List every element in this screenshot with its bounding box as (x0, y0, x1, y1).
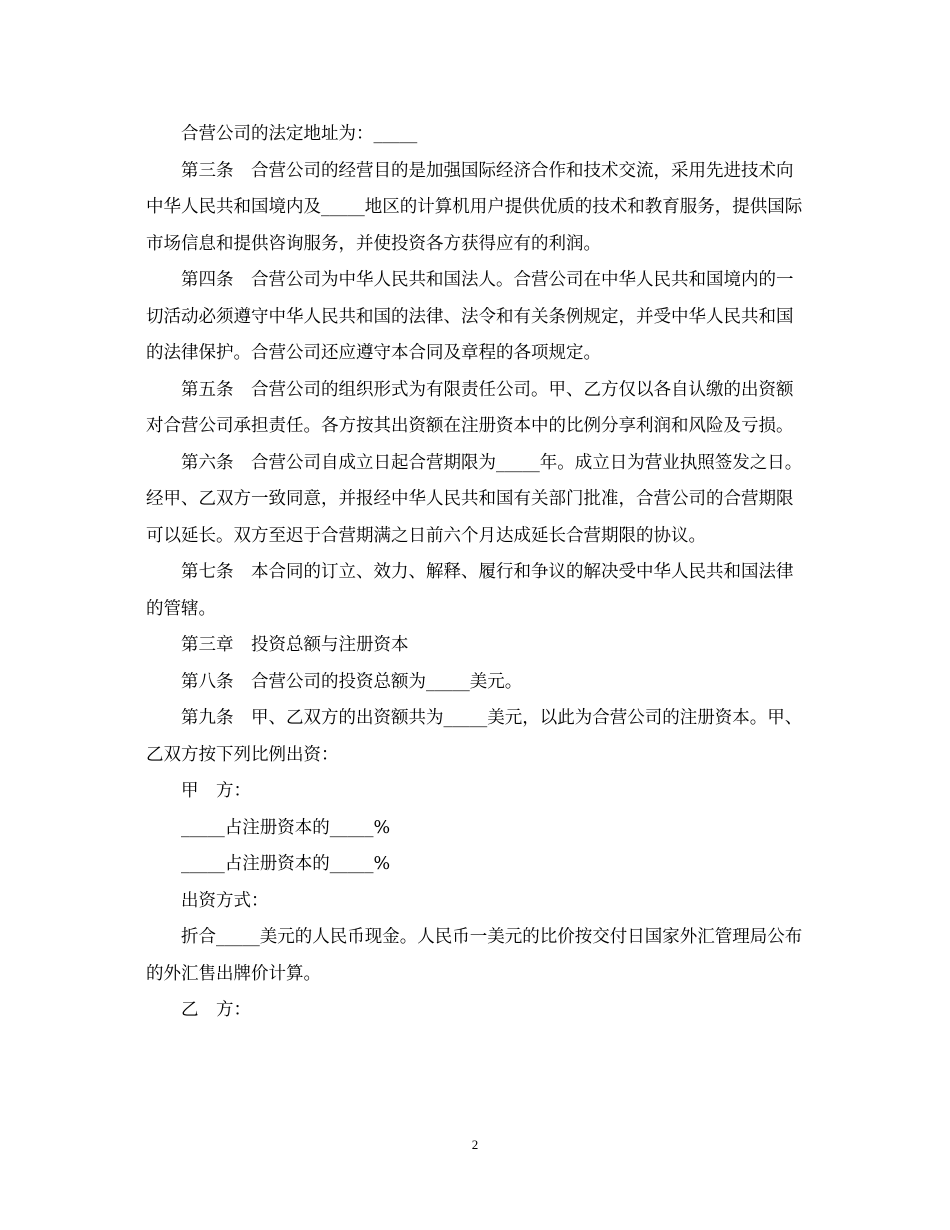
paragraph-cash-conversion: 折合_____美元的人民币现金。人民币一美元的比价按交付日国家外汇管理局公布的外汇售出牌价计算。 (146, 927, 803, 984)
document-body (146, 116, 810, 1029)
party-a-share-line-1: _____占注册资本的_____% (181, 817, 391, 838)
chapter-3-heading: 第三章 投资总额与注册资本 (181, 635, 409, 655)
page-number: 2 (471, 1137, 479, 1152)
paragraph-article-7: 第七条 本合同的订立、效力、解释、履行和争议的解决受中华人民共和国法律的管辖。 (146, 562, 794, 619)
paragraph-legal-address: 合营公司的法定地址为：_____ (181, 124, 418, 144)
paragraph-article-6: 第六条 合营公司自成立日起合营期限为_____年。成立日为营业执照签发之日。经甲、乙双方一致同意，并报经中华人民共和国有关部门批准，合营公司的合营期限可以延长。双方至迟于合营期满之日前六个月达成延长合营期限的协议。 (146, 452, 803, 546)
party-a-share-line-2: _____占注册资本的_____% (181, 854, 391, 874)
paragraph-article-3: 第三条 合营公司的经营目的是加强国际经济合作和技术交流，采用先进技术向中华人民共和国境内及_____地区的计算机用户提供优质的技术和教育服务，提供国际市场信息和提供咨询服务，并使投资各方获得应有的利润。 (146, 160, 803, 254)
paragraph-article-4: 第四条 合营公司为中华人民共和国法人。合营公司在中华人民共和国境内的一切活动必须遵守中华人民共和国的法律、法令和有关条例规定，并受中华人民共和国的法律保护。合营公司还应遵守本合同及章程的各项规定。 (146, 270, 794, 363)
paragraph-article-9: 第九条 甲、乙双方的出资额共为_____美元，以此为合营公司的注册资本。甲、乙双方按下列比例出资： (146, 708, 803, 765)
paragraph-article-5: 第五条 合营公司的组织形式为有限责任公司。甲、乙方仅以各自认缴的出资额对合营公司承担责任。各方按其出资额在注册资本中的比例分享利润和风险及亏损。 (146, 379, 794, 436)
party-b-label: 乙 方： (181, 1000, 251, 1020)
paragraph-article-8: 第八条 合营公司的投资总额为_____美元。 (181, 671, 523, 692)
party-a-label: 甲 方： (181, 781, 251, 801)
contribution-method-label: 出资方式： (181, 890, 269, 911)
